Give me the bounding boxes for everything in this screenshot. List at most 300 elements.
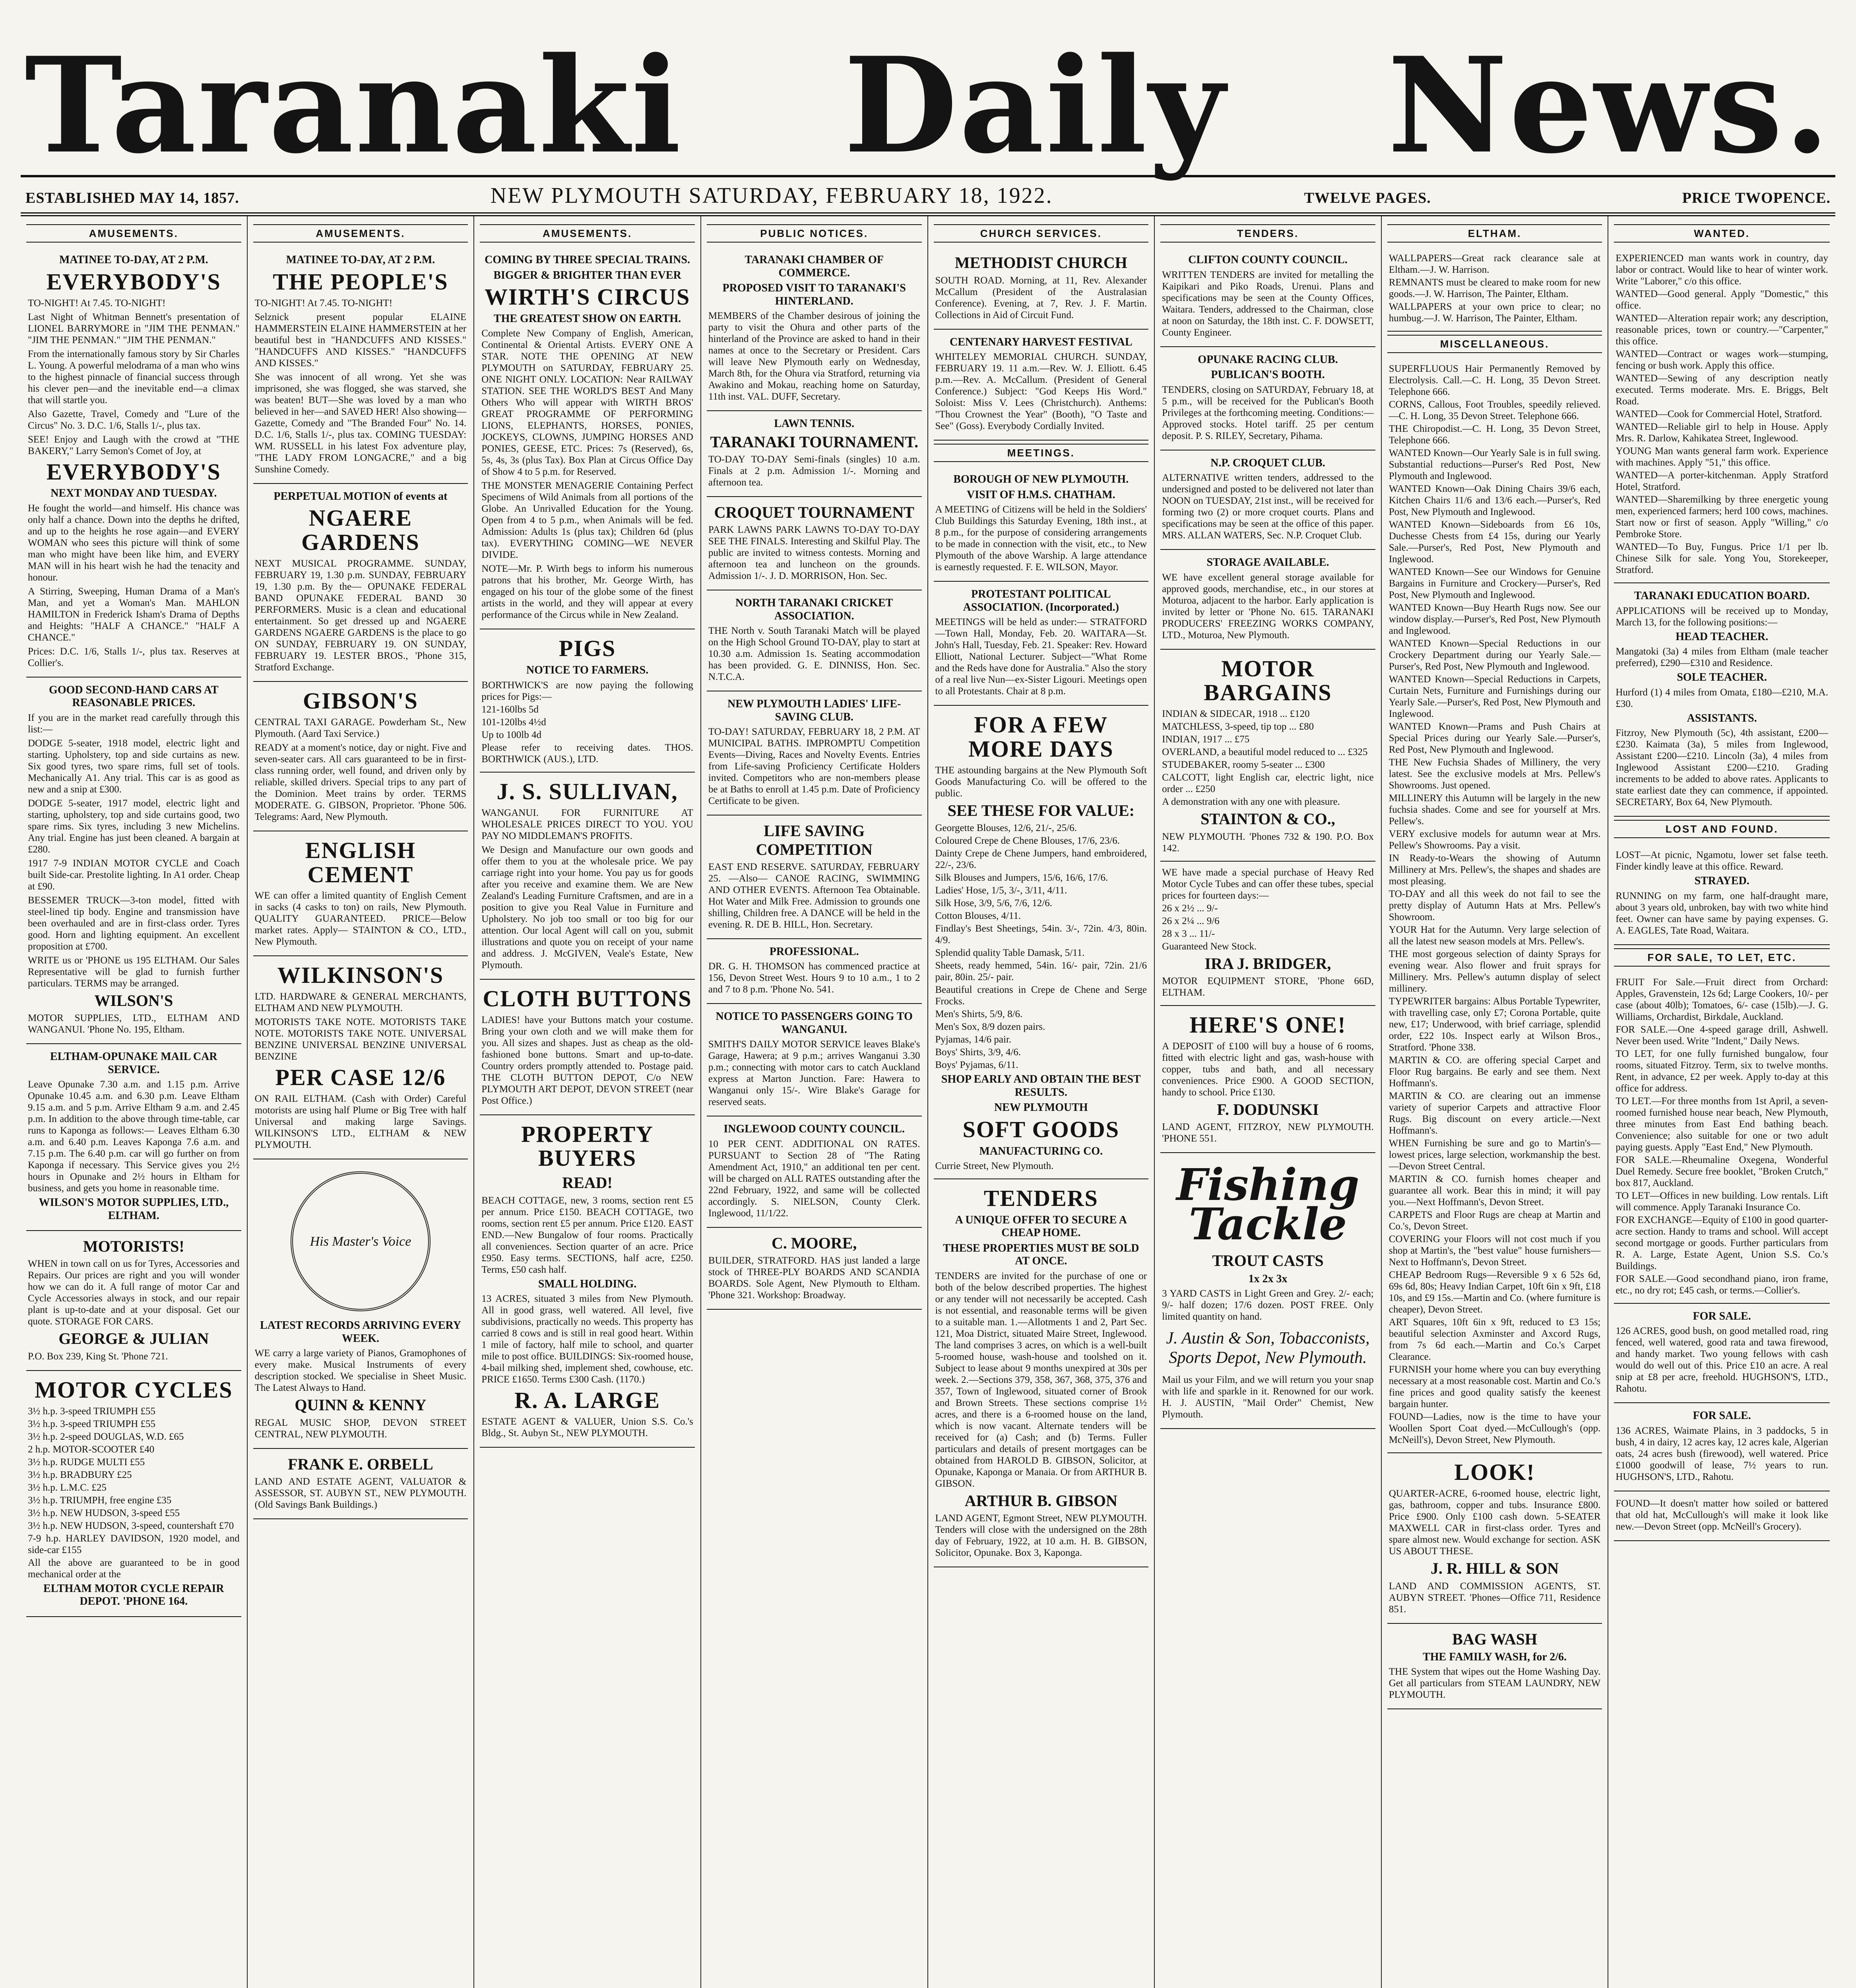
notice-body: WHITELEY MEMORIAL CHURCH. SUNDAY, FEBRUARY 19. 11 a.m.—Rev. W. J. Elliott. 6.45 p.m.—Rev. A. McCallum. (President of General Conference.) Subject: "God Keeps His Word." Soloist: Miss V. Lees (Christchurch). Anthems: "Thou Crownest the Year" (Booth), "O Taste and See" (Goss). Everybody Cordially Invited.: [935, 351, 1147, 432]
ad-heading: ELTHAM-OPUNAKE MAIL CAR SERVICE.: [50, 1050, 217, 1076]
croquet-tender: [1160, 450, 1375, 550]
notice-subheading: ASSISTANTS.: [1687, 712, 1757, 724]
notice-subheading: PUBLICAN'S BOOTH.: [1211, 369, 1325, 381]
list-item: Sheets, ready hemmed, 54in. 16/- pair, 72in. 21/6 pair, 80in. 25/- pair.: [935, 960, 1147, 983]
classified-item: WANTED—Good general. Apply "Domestic," this office.: [1616, 289, 1828, 311]
theatre-name: THE PEOPLE'S: [273, 268, 448, 295]
chatham-meeting-notice: [934, 467, 1149, 582]
classified-item: WANTED Known—See our Windows for Genuine Bargains in Furniture and Crockery—Purser's, Red Post, New Plymouth and Inglewood.: [1389, 567, 1601, 601]
list-item: 3½ h.p. 3-speed TRIUMPH £55: [28, 1418, 156, 1429]
advertiser-address: LAND AND COMMISSION AGENTS, ST. AUBYN STREET. 'Phones—Office 711, Residence 851.: [1389, 1580, 1601, 1615]
orbell-ad: [253, 1449, 468, 1519]
notice-heading: N.P. CROQUET CLUB.: [1210, 456, 1325, 469]
price-line: PER CASE 12/6: [275, 1064, 446, 1091]
classified-item: IN Ready-to-Wears the showing of Autumn Millinery at Mrs. Pellew's, the shapes and shades are most pleasing.: [1389, 853, 1601, 887]
column-4: [701, 216, 928, 1988]
ad-heading: BAG WASH: [1452, 1630, 1537, 1648]
mail-car-ad: [26, 1044, 241, 1231]
ad-body: Complete New Company of English, American, Continental & Oriental Artists. EVERY ONE A STAR. NOTE THE OPENING AT NEW PLYMOUTH on SATURDAY, FEBRUARY 25. ONE NIGHT ONLY. LOCATION: Near RAILWAY STATION. SEE THE WORLD'S BEST And Many Others Who will appear with WIRTH BROS' GREAT PROGRAMME OF PERFORMING LIONS, ELEPHANTS, HORSES, PONIES, JOCKEYS, CLOWNS, JUMPING HORSES AND PONIES, GEESE, ETC. Prices: 7s (Reserved), 6s, 5s, 4s, 3s (plus Tax). Box Plan at Circus Office Day of Show 4 to 5 p.m. for Reserved.: [481, 328, 693, 478]
motor-tubes-ad: [1160, 862, 1375, 1006]
list-item: INDIAN & SIDECAR, 1918 ... £120: [1162, 709, 1310, 720]
notice-body: A MEETING of Citizens will be held in the Soldiers' Club Buildings this Saturday Evening, 18th inst., at 8 p.m., for the purpose of considering arrangements to be made in connection with the visit, etc., to New Plymouth of the above Warship. A large attendance is earnestly requested. F. E. WILSON, Mayor.: [935, 504, 1147, 573]
gibsons-ad: [253, 682, 468, 831]
classified-item: EXPERIENCED man wants work in country, day labor or contract. Would like to hear of winter work. Write "Laborer," c/o this office.: [1616, 253, 1828, 287]
notice-heading: TARANAKI CHAMBER OF COMMERCE.: [745, 254, 884, 279]
advertiser-name: MANUFACTURING CO.: [979, 1145, 1103, 1157]
advertiser-name: F. DODUNSKI: [1217, 1100, 1319, 1118]
notice-heading: INGLEWOOD COUNTY COUNCIL.: [723, 1123, 905, 1136]
classified-item: CARPETS and Floor Rugs are cheap at Martin and Co.'s, Devon Street.: [1389, 1209, 1601, 1232]
passengers-notice: [707, 1004, 922, 1116]
advertiser-address: LAND AGENT, Egmont Street, NEW PLYMOUTH. Tenders will close with the undersigned on the 28th day of February, 1922, at 10 a.m. H. B. GIBSON, Solicitor, Opunake. Box 3, Kaponga.: [935, 1513, 1147, 1559]
ad-body: 3 YARD CASTS in Light Green and Grey. 2/- each; 9/- half dozen; 17/6 dozen. POST FREE. Only limited quantity on hand.: [1162, 1288, 1374, 1322]
ad-heading: MOTORISTS!: [83, 1237, 184, 1256]
masthead: [21, 16, 1835, 182]
list-item: 3½ h.p. TRIUMPH, free engine £35: [28, 1495, 172, 1506]
classified-item: TYPEWRITER bargains: Albus Portable Typewriter, with travelling case, only £7; Corona Portable, quite new, £17; Underwood, with brief carriage, splendid order, £22 10s. Inspect early at Wilson Bros., Stratford. 'Phone 338.: [1389, 996, 1601, 1053]
list-item: Up to 100lb 4d: [481, 729, 541, 740]
notice-heading: CROQUET TOURNAMENT: [714, 503, 914, 521]
ad-heading: HERE'S ONE!: [1189, 1012, 1346, 1038]
notice-subheading: SOLE TEACHER.: [1677, 671, 1767, 684]
notice-body: Fitzroy, New Plymouth (5c), 4th assistant, £200—£230. Kaimata (3a), 5 miles from Inglewood, Assistant £200—£210. Lincoln (3a), 4 miles from Inglewood Assistant £200—£210. Grading increments to be added to above rates. Applicants to state earliest date they can commence, if appointed. SECRETARY, Box 64, New Plymouth.: [1616, 728, 1828, 808]
classified-item: FOUND—Ladies, now is the time to have your Woollen Sport Coat dyed.—McCullough's (opp. McNeill's), Devon Street, New Plymouth.: [1389, 1411, 1601, 1446]
advertiser-address: ESTATE AGENT & VALUER, Union S.S. Co.'s Bldg., St. Aubyn St., NEW PLYMOUTH.: [481, 1416, 693, 1439]
ad-body: From the internationally famous story by Sir Charles L. Young. A powerful melodrama of a man who wins to the highest pinnacle of financial success through his clever pen—and the inevitable end—a climax that will startle you.: [28, 348, 240, 406]
ad-body: TENDERS are invited for the purchase of one or both of the below described properties. The highest or any tender will not necessarily be accepted. Cash is not essential, and reasonable terms will be given to a suitable man. 1.—Allotments 1 and 2, Part Sec. 121, Moa District, situated Maire Street, Inglewood. The land comprises 3 acres, on which is a well-built 5-roomed house, wash-house and toolshed on it. Subject to lease about 9 months unexpired at 30s per week. 2.—Sections 379, 358, 367, 368, 375, 376 and 357, Town of Inglewood, situated corner of Brook and Brown Streets. These sections comprise 1½ acres, and there is a 6-roomed house on the land, which is now vacant. Alternate tenders will be received for (a) Cash; and (b) Terms. Fuller particulars and details of present mortgages can be obtained from HAROLD B. GIBSON, Solicitor, at Opunake, Kaponga or Manaia. Or from ARTHUR B. GIBSON.: [935, 1270, 1147, 1489]
notice-heading: NOTICE TO PASSENGERS GOING TO WANGANUI.: [716, 1010, 913, 1036]
advertiser-name: J. S. SULLIVAN,: [496, 778, 678, 804]
ad-heading: WIRTH'S CIRCUS: [484, 284, 690, 310]
cast-sizes: 1x 2x 3x: [1248, 1272, 1288, 1285]
list-item: Dainty Crepe de Chene Jumpers, hand embroidered, 22/-, 23/6.: [935, 848, 1147, 871]
ad-heading: TENDERS: [983, 1185, 1098, 1211]
ad-heading: FOR A FEW MORE DAYS: [968, 712, 1114, 762]
next-line: NEXT MONDAY AND TUESDAY.: [50, 487, 217, 500]
classified-item: SUPERFLUOUS Hair Permanently Removed by Electrolysis. Call.—C. H. Long, 35 Devon Street. Telephone 666.: [1389, 363, 1601, 398]
pigs-ad: [480, 629, 695, 772]
bill-text: Last Night of Whitman Bennett's presentation of LIONEL BARRYMORE in "JIM THE PENMAN." "JIM THE PENMAN." "JIM THE PENMAN.": [28, 311, 240, 346]
advertiser-address: NEW PLYMOUTH. 'Phones 732 & 190. P.O. Box 142.: [1162, 831, 1374, 854]
notice-heading: PROTESTANT POLITICAL ASSOCIATION. (Incorporated.): [963, 588, 1119, 613]
classified-item: THE New Fuchsia Shades of Millinery, the very latest. See the exclusive models at Mrs. Pellew's Showrooms. Just opened.: [1389, 757, 1601, 791]
ad-heading: CLOTH BUTTONS: [483, 985, 692, 1011]
classified-item: REMNANTS must be cleared to make room for new goods.—J. W. Harrison, The Painter, Eltham.: [1389, 277, 1601, 300]
classified-item: ART Squares, 10ft 6in x 9ft, reduced to £3 15s; beautiful selection Axminster and Axcord Rugs, from 7s 6d each.—Martin and Co.'s Carpet Clearance.: [1389, 1317, 1601, 1363]
heres-one-ad: [1160, 1006, 1375, 1153]
classified-item: FOUND—It doesn't matter how soiled or battered that old hat, McCullough's will make it look like new.—Devon Street (opp. McNeill's Grocery).: [1616, 1498, 1828, 1532]
notice-body: WE have excellent general storage available for approved goods, merchandise, etc., in our stores at Moturoa, adjacent to the harbor. Early application is invited by letter or 'Phone No. 615. TARANAKI PRODUCERS' FREEZING WORKS COMPANY, LTD., Moturoa, New Plymouth.: [1162, 572, 1374, 641]
signature: J. Austin & Son, Tobacconists, Sports Depot, New Plymouth.: [1166, 1329, 1370, 1367]
list-item: 3½ h.p. BRADBURY £25: [28, 1469, 132, 1480]
list-item: 3½ h.p. L.M.C. £25: [28, 1482, 107, 1493]
methodist-notice: [934, 247, 1149, 329]
advertiser-name: J. R. HILL & SON: [1430, 1559, 1559, 1578]
fishing-tackle-ad: [1160, 1153, 1375, 1429]
classified-item: FOR EXCHANGE—Equity of £100 in good quarter-acre section. Handy to trams and school. Will accept second mortgage or goods. Further particulars from R. A. Large, Estate Agent, Union S.S. Co.'s Buildings.: [1616, 1214, 1828, 1272]
title-line: Fishing: [1176, 1159, 1360, 1211]
ad-body: He fought the world—and himself. His chance was only half a chance. Down into the depths he drifted, and up to the heights he rose again—and EVERY WOMAN who sees this picture will think of some man who might have been like him, and EVERY MAN will in his heart wish he had the tenacity and honour.: [28, 503, 240, 583]
ad-heading: PIGS: [559, 635, 616, 662]
notice-body: SOUTH ROAD. Morning, at 11, Rev. Alexander McCallum (President of the Australasian Conference). Evening, at 7, Rev. J. F. Martin. Collections in Aid of Circuit Fund.: [935, 275, 1147, 320]
list-item: Findlay's Best Sheetings, 54in. 3/-, 72in. 4/3, 80in. 4/9.: [935, 923, 1147, 946]
section-heading: MISCELLANEOUS.: [1387, 335, 1602, 353]
list-item: Splendid quality Table Damask, 5/11.: [935, 947, 1085, 959]
masthead-word-3: News.: [1387, 28, 1831, 182]
list-item: INDIAN, 1917 ... £75: [1162, 734, 1250, 745]
classified-item: RUNNING on my farm, one half-draught mare, about 3 years old, unbroken, bay with two white hind feet. Owner can have same by paying expenses. G. A. EAGLES, Tate Road, Waitara.: [1616, 890, 1828, 936]
tenders-ad: [934, 1179, 1149, 1567]
for-sale-classifieds: [1614, 971, 1830, 1304]
list-item: OVERLAND, a beautiful model reduced to ... £325: [1162, 747, 1368, 758]
notice-body: MEMBERS of the Chamber desirous of joining the party to visit the Ohura and other parts of the hinterland of the Province are asked to hand in their names at once to the Secretary or President. Cars will leave New Plymouth early on Wednesday, March 8th, for the Ohura via Stratford, returning via Awakino and Mokau, reaching home on Saturday, 11th inst. VAL. DUFF, Secretary.: [708, 311, 920, 402]
dateline-text: NEW PLYMOUTH SATURDAY, FEBRUARY 18, 1922.: [490, 183, 1053, 208]
ngaere-gardens-ad: [253, 484, 468, 682]
notice-body: Mangatoki (3a) 4 miles from Eltham (male teacher preferred), £290—£310 and Residence.: [1616, 646, 1828, 669]
peoples-theatre-ad: [253, 247, 468, 483]
everybodys-ad: [26, 247, 241, 678]
wilkinsons-ad: [253, 956, 468, 1159]
ad-body: WE can offer a limited quantity of English Cement in sacks (4 casks to ton) on rails, New Plymouth. QUALITY GUARANTEED. PRICE—Below market rates. Apply— STAINTON & CO., LTD., New Plymouth.: [254, 890, 467, 947]
notice-subheading: HEAD TEACHER.: [1676, 630, 1769, 643]
notice-heading: CENTENARY HARVEST FESTIVAL: [949, 336, 1133, 348]
notice-body: SMITH'S DAILY MOTOR SERVICE leaves Blake's Garage, Hawera; at 9 p.m.; arrives Wanganui 3.30 p.m.; connecting with motor cars to catch Auckland express at Marton Junction. Fare: Hawera to Wanganui only 15/-. Wire Blake's Garage for reserved seats.: [708, 1039, 920, 1108]
classified-item: WANTED—A porter-kitchenman. Apply Stratford Hotel, Stratford.: [1616, 470, 1828, 493]
classified-item: THE Chiropodist.—C. H. Long, 35 Devon Street, Telephone 666.: [1389, 423, 1601, 446]
masthead-word-1: Taranaki: [25, 28, 683, 182]
ad-subheading: SEE THESE FOR VALUE:: [947, 801, 1135, 819]
notice-heading: LAWN TENNIS.: [774, 417, 855, 430]
notice-heading: LIFE SAVING COMPETITION: [756, 822, 873, 858]
harvest-festival-notice: [934, 330, 1149, 441]
classified-item: WANTED Known—Sideboards from £6 10s, Duchesse Chests from £4 15s, during our Yearly Sale.—Purser's, Red Post, New Plymouth and Inglewood.: [1389, 519, 1601, 565]
advertiser-name: ELTHAM MOTOR CYCLE REPAIR DEPOT. 'PHONE 164.: [43, 1582, 224, 1608]
notice-body: TO-DAY TO-DAY Semi-finals (singles) 10 a.m. Finals at 2 p.m. Admission 1/-. Morning and afternoon tea.: [708, 454, 920, 488]
classified-item: TO LET.—For three months from 1st April, a seven-roomed furnished house near beach, New Plymouth, three minutes from East End bathing beach. Convenience; also suitable for one or two adult paying guests. Apply "East End," New Plymouth.: [1616, 1095, 1828, 1153]
notice-body: TO-DAY! SATURDAY, FEBRUARY 18, 2 P.M. AT MUNICIPAL BATHS. IMPROMPTU Competition Events—Diving, Races and Novelty Events. Entries from Life-saving Proficiency Certificate Holders invited. Competitors who are non-members please be at Baths to enroll at 1.45 p.m. Date of Proficiency Certificate to be given.: [708, 726, 920, 807]
notice-heading: CLIFTON COUNTY COUNCIL.: [1188, 254, 1348, 266]
advertiser-address: P.O. Box 239, King St. 'Phone 721.: [28, 1351, 168, 1362]
advertiser-address: Currie Street, New Plymouth.: [935, 1160, 1054, 1171]
column-8: [1608, 216, 1835, 1988]
classified-item: WANTED—Reliable girl to help in House. Apply Mrs. R. Darlow, Kahikatea Street, Inglewood.: [1616, 421, 1828, 444]
motor-bargains-ad: [1160, 650, 1375, 862]
ad-body: 136 ACRES, Waimate Plains, in 3 paddocks, 5 in bush, 4 in dairy, 12 acres kay, 12 acres kale, Algerian oats, 24 acres bush (firewood), well watered. Price £1000 goodwill of lease, 7½ years to run. HUGHSON'S, LTD., Rahotu.: [1616, 1425, 1828, 1482]
ad-body: READY at a moment's notice, day or night. Five and seven-seater cars. All cars guaranteed to be in first-class running order, well found, and driven only by reliable, skilled drivers. Special trips to any part of the Dominion. Meet trains by order. TERMS MODERATE. G. GIBSON, Proprietor. 'Phone 506. Telegrams: Aard, New Plymouth.: [254, 742, 467, 822]
advertiser-address: CENTRAL TAXI GARAGE. Powderham St., New Plymouth. (Aard Taxi Service.): [254, 716, 467, 739]
notice-subheading: STRAYED.: [1694, 875, 1749, 887]
bag-wash-ad: [1387, 1624, 1602, 1710]
classified-item: FRUIT For Sale.—Fruit direct from Orchard: Apples, Gravenstein, 12s 6d; Large Cookers, 10/- per case (about 40lb); Tomatoes, 6/- case (15lb).—J. G. Williams, Orchardist, Birkdale, Auckland.: [1616, 977, 1828, 1022]
classified-item: FOR SALE.—One 4-speed garage drill, Ashwell. Never been used. Write "Indent," Daily News.: [1616, 1024, 1828, 1046]
ad-heading: MOTOR BARGAINS: [1204, 655, 1332, 706]
established-text: ESTABLISHED MAY 14, 1857.: [25, 190, 239, 206]
section-heading: ELTHAM.: [1387, 224, 1602, 243]
car-item: BESSEMER TRUCK—3-ton model, fitted with steel-lined tip body. Engine and transmission have been overhauled and are in first-class order. Tyres good. Horn and lighting equipment. An excellent proposition at £700.: [28, 895, 240, 952]
pages-text: TWELVE PAGES.: [1304, 190, 1431, 206]
car-item: DODGE 5-seater, 1918 model, electric light and starting. Upholstery, top and side curtains as new. Six good tyres, two spare rims, full set of tools. Mechanically A1. Any trial. This car is as good as new and a snip at £300.: [28, 738, 240, 795]
fishing-tackle-title: [1162, 1159, 1374, 1250]
advertiser-name: QUINN & KENNY: [295, 1396, 427, 1414]
list-item: CALCOTT, light English car, electric light, nice order ... £250: [1162, 772, 1374, 795]
notice-body: EAST END RESERVE. SATURDAY, FEBRUARY 25. —Also— CANOE RACING, SWIMMING AND OTHER EVENTS. Afternoon Tea Obtainable. Hot Water and Milk Free. Admission to grounds one shilling, Children free. A DANCE will be held in the evening. R. DE B. HILL, Hon. Secretary.: [708, 861, 920, 930]
theatre-name: EVERYBODY'S: [46, 268, 221, 295]
notice-body: THE North v. South Taranaki Match will be played on the High School Ground TO-DAY, play to start at 10.30 a.m. Admission 1s. Seating accommodation has been provided. G. E. DINNISS, Hon. Sec. N.T.C.A.: [708, 625, 920, 683]
column-1: [21, 216, 248, 1988]
life-saving-notice: [707, 691, 922, 815]
clifton-tender: [1160, 247, 1375, 347]
notice-heading: PROFESSIONAL.: [769, 945, 859, 958]
theatre-name: EVERYBODY'S: [46, 458, 221, 485]
list-item: 7-9 h.p. HARLEY DAVIDSON, 1920 model, and side-car £155: [28, 1533, 240, 1555]
advertiser-name: SOFT GOODS: [962, 1116, 1120, 1142]
ad-subheading: SHOP EARLY AND OBTAIN THE BEST RESULTS.: [941, 1073, 1141, 1099]
notice-body: PARK LAWNS PARK LAWNS TO-DAY TO-DAY SEE THE FINALS. Interesting and Skilful Play. The public are invited to witness contests. Morning and afternoon tea and luncheon on the grounds. Admission 1/-. J. D. MORRISON, Hon. Sec.: [708, 524, 920, 582]
section-heading: LOST AND FOUND.: [1614, 820, 1830, 838]
ad-body: WHEN in town call on us for Tyres, Accessories and Repairs. Our prices are right and you will wonder how we can do it. A full range of motor Car and Cycle Accessories always in stock, and our repair plant is up-to-date and at your disposal. Get our quote. STORAGE FOR CARS.: [28, 1258, 240, 1327]
classified-item: MILLINERY this Autumn will be largely in the new fuchsia shades. Come and see for yourself at Mrs. Pellew's.: [1389, 793, 1601, 827]
cloth-buttons-ad: [480, 980, 695, 1115]
tonight-line: TO-NIGHT! At 7.45. TO-NIGHT!: [254, 297, 393, 309]
notice-body: APPLICATIONS will be received up to Monday, March 13, for the following positions:—: [1616, 605, 1828, 628]
notice-subheading: VISIT OF H.M.S. CHATHAM.: [967, 488, 1115, 501]
ad-body: A Stirring, Sweeping, Human Drama of a Man's Man, and yet a Woman's Man. MAHLON HAMILTON in Frederick Isham's Drama of Depths and Heights: "HALF A CHANCE." "HALF A CHANCE.": [28, 586, 240, 643]
classified-item: WANTED Known—Buy Hearth Rugs now. See our window display.—Purser's, Red Post, New Plymouth and Inglewood.: [1389, 602, 1601, 637]
notice-subheading: TARANAKI TOURNAMENT.: [710, 433, 919, 451]
list-item: Men's Sox, 8/9 dozen pairs.: [935, 1021, 1045, 1033]
ad-body: THE astounding bargains at the New Plymouth Soft Goods Manufacturing Co. will be offered to the public.: [935, 765, 1147, 799]
council-notice: [707, 1116, 922, 1227]
ad-subheading: COMING BY THREE SPECIAL TRAINS.: [485, 254, 690, 266]
protestant-association-notice: [934, 582, 1149, 706]
croquet-notice: [707, 497, 922, 590]
ad-body: Guaranteed New Stock.: [1162, 941, 1257, 952]
ad-body: NOTE—Mr. P. Wirth begs to inform his numerous patrons that his brother, Mr. George Wirth, has engaged on his tour of the globe some of the finest artists in the world, and they will appear at every performance of the Circus while in New Zealand.: [481, 563, 693, 621]
ad-body: Mail us your Film, and we will return you your snap with life and sparkle in it. Renowned for our work. H. J. AUSTIN, "Mail Order" Chemist, New Plymouth.: [1162, 1374, 1374, 1420]
price-text: PRICE TWOPENCE.: [1682, 190, 1831, 206]
classified-item: FOR SALE.—Rheumaline Oxegena, Wonderful Duel Remedy. Secure free booklet, "Broken Crutch," box 817, Auckland.: [1616, 1154, 1828, 1188]
circus-ad: [480, 247, 695, 629]
chamber-notice: [707, 247, 922, 411]
classified-item: FURNISH your home where you can buy everything necessary at a most reasonable cost. Martin and Co.'s fine prices and good quality satisfy the keenest bargain hunter.: [1389, 1364, 1601, 1410]
ad-body: Leave Opunake 7.30 a.m. and 1.15 p.m. Arrive Opunake 10.45 a.m. and 6.30 p.m. Leave Eltham 9.15 a.m. and 5 p.m. Arrive Eltham 9 a.m. and 2.45 p.m. In addition to the above through time-table, car runs to Kaponga as follows:— Leaves Eltham 6.30 a.m. and 6.40 p.m. Leaves Kaponga 7.6 a.m. and 7.15 p.m. The 6.40 p.m. car will go further on from Kaponga if necessary. This Service gives you 2½ hours in Opunake and 2½ hours in Eltham for business, and gets you home in reasonable time.: [28, 1079, 240, 1194]
classified-item: WANTED Known—Our Yearly Sale is in full swing. Substantial reductions—Purser's Red Post, New Plymouth and Inglewood.: [1389, 448, 1601, 482]
list-item: Boys' Shirts, 3/9, 4/6.: [935, 1047, 1021, 1058]
storage-ad: [1160, 550, 1375, 649]
classified-item: WANTED—Cook for Commercial Hotel, Stratford.: [1616, 409, 1822, 420]
education-board-notice: [1614, 583, 1830, 817]
classified-item: WANTED—Sharemilking by three energetic young men, experienced farmers; herd 100 cows, machines. Start now or first of season. Apply "Willing," c/o Pembroke Store.: [1616, 494, 1828, 540]
notice-heading: NEW PLYMOUTH LADIES' LIFE-SAVING CLUB.: [727, 698, 901, 723]
moore-ad: [707, 1228, 922, 1310]
section-heading: AMUSEMENTS.: [253, 224, 468, 243]
racing-club-tender: [1160, 347, 1375, 450]
column-6: [1155, 216, 1382, 1988]
notice-body: DR. G. H. THOMSON has commenced practice at 156, Devon Street West. Hours 9 to 10 a.m., 1 to 2 and 7 to 8 p.m. 'Phone No. 541.: [708, 961, 920, 995]
notice-heading: OPUNAKE RACING CLUB.: [1198, 353, 1338, 366]
ad-subheading: SMALL HOLDING.: [538, 1277, 637, 1290]
notice-heading: METHODIST CHURCH: [954, 254, 1127, 272]
ad-body: WRITE us or 'PHONE us 195 ELTHAM. Our Sales Representative will be glad to furnish further particulars. TERMS may be arranged.: [28, 955, 240, 989]
soft-goods-ad: [934, 706, 1149, 1179]
cricket-notice: [707, 590, 922, 691]
classified-item: WALLPAPERS at your own price to clear; no humbug.—J. W. Harrison, The Painter, Eltham.: [1389, 301, 1601, 324]
list-item: 2 h.p. MOTOR-SCOOTER £40: [28, 1444, 155, 1455]
ad-heading: PROPERTY BUYERS: [521, 1121, 654, 1171]
classified-item: WANTED Known—Oak Dining Chairs 39/6 each, Kitchen Chairs 11/6 and 13/6 each.—Purser's, Red Post, New Plymouth and Inglewood.: [1389, 483, 1601, 518]
list-item: 3½ h.p. 2-speed DOUGLAS, W.D. £65: [28, 1431, 184, 1442]
list-item: 26 x 2¼ ... 9/6: [1162, 915, 1220, 926]
hill-and-son-ad: [1387, 1453, 1602, 1623]
notice-heading: FOR SALE.: [1693, 1310, 1751, 1322]
list-item: 3½ h.p. 3-speed TRIUMPH £55: [28, 1406, 156, 1417]
section-heading: PUBLIC NOTICES.: [707, 224, 922, 243]
section-heading: AMUSEMENTS.: [480, 224, 695, 243]
advertiser-name: WILSON'S: [94, 991, 173, 1010]
section-heading: WANTED.: [1614, 224, 1830, 243]
list-item: Ladies' Hose, 1/5, 3/-, 3/11, 4/11.: [935, 885, 1067, 896]
classified-item: WHEN Furnishing be sure and go to Martin's—lowest prices, large selection, workmanship the best.—Devon Street Central.: [1389, 1138, 1601, 1172]
wanted-classifieds: [1614, 247, 1830, 583]
notice-body: TENDERS, closing on SATURDAY, February 18, at 5 p.m., will be received for the Publican's Booth Privileges at the forthcoming meeting. Conditions:— Approved stocks. Hotel tariff. 25 per centum deposit. P. S. RILEY, Secretary, Pihama.: [1162, 384, 1374, 441]
notice-heading: NORTH TARANAKI CRICKET ASSOCIATION.: [735, 597, 893, 622]
list-item: Cotton Blouses, 4/11.: [935, 911, 1021, 922]
ad-body: LADIES! have your Buttons match your costume. Bring your own cloth and we will make them for you. All sizes and shapes. Just as cheap as the old-fashioned bone buttons. Smart and up-to-date. Country orders promptly attended to. Postage paid. THE CLOTH BUTTON DEPOT, C/o NEW PLYMOUTH ART DEPOT, DEVON STREET (near Post Office.): [481, 1014, 693, 1106]
lost-item: [1614, 843, 1830, 945]
ad-body: SEE! Enjoy and Laugh with the crowd at "THE BAKERY," Larry Semon's Comet of Joy, at: [28, 434, 240, 456]
ad-subheading: WANGANUI. FOR FURNITURE AT WHOLESALE PRICES DIRECT TO YOU. YOU PAY NO MIDDLEMAN'S PROFITS.: [481, 807, 693, 841]
ad-subheading: READ!: [562, 1174, 613, 1192]
ad-heading: LATEST RECORDS ARRIVING EVERY WEEK.: [260, 1319, 461, 1345]
ad-subheading: PERPETUAL MOTION of events at: [273, 490, 448, 503]
classified-item: CORNS, Callous, Foot Troubles, speedily relieved.—C. H. Long, 35 Devon Street. Telephone 666.: [1389, 399, 1601, 422]
advertiser-address: MOTOR SUPPLIES, LTD., ELTHAM AND WANGANUI. 'Phone No. 195, Eltham.: [28, 1013, 240, 1035]
ad-heading: NGAERE GARDENS: [301, 505, 420, 555]
classified-item: WANTED Known—Special Reductions in Carpets, Curtain Nets, Furniture and Furnishings during our Yearly Sale.—Purser's, Red Post, New Plymouth and Inglewood.: [1389, 674, 1601, 720]
car-item: 1917 7-9 INDIAN MOTOR CYCLE and Coach built Side-car. Prestolite lighting. In A1 order. Cheap at £90.: [28, 858, 240, 892]
notice-body: Hurford (1) 4 miles from Omata, £180—£210, M.A. £30.: [1616, 687, 1828, 709]
column-2: [248, 216, 475, 1988]
classified-item: WANTED—Contract or wages work—stumping, fencing or bush work. Apply this office.: [1616, 349, 1828, 371]
column-3: [474, 216, 701, 1988]
list-item: 28 x 3 ... 11/-: [1162, 928, 1215, 939]
farm-sale-ad-2: [1614, 1403, 1830, 1491]
list-item: MATCHLESS, 3-speed, tip top ... £80: [1162, 721, 1314, 732]
ad-body: BUILDER, STRATFORD. HAS just landed a large stock of THREE-PLY BOARDS AND SCANDIA BOARDS. Sole Agent, New Plymouth to Eltham. 'Phone 321. Workshop: Broadway.: [708, 1255, 920, 1301]
classified-item: WANTED—Alteration repair work; any description, reasonable prices, town or country.—"Carpenter," this office.: [1616, 313, 1828, 347]
ad-body: 13 ACRES, situated 3 miles from New Plymouth. All in good grass, well watered. All level, five subdivisions, practically no weeds. This property has carried 8 cows and is still in real good heart. Within 1 mile of factory, half mile to school, and quarter mile to post office. BUILDINGS: Six-roomed house, 4-bail milking shed, implement shed, cowhouse, etc. PRICE £1650. Terms £300 Cash. (1170.): [481, 1293, 693, 1385]
ad-body: THE MONSTER MENAGERIE Containing Perfect Specimens of Wild Animals from all portions of the Globe. An Unrivalled Education for the Young. Open from 4 to 5 p.m., when Animals will be fed. Admission: Adults 1s (plus tax); Children 6d (plus tax). EVERYTHING COMING—WE NEVER DIVIDE.: [481, 480, 693, 561]
ad-subheading: THESE PROPERTIES MUST BE SOLD AT ONCE.: [943, 1242, 1139, 1268]
ad-body: BEACH COTTAGE, new, 3 rooms, section rent £5 per annum. Price £150. BEACH COTTAGE, two rooms, section rent £5 per annum. Price £120. EAST END.—New Bungalow of four rooms. Practically all conveniences. Section quarter of an acre. Price £950. Easy terms. SECTIONS, half acre, £250. Terms, £50 cash half.: [481, 1195, 693, 1275]
ad-body: WE have made a special purchase of Heavy Red Motor Cycle Tubes and can offer these tubes, special prices for fourteen days:—: [1162, 867, 1374, 901]
classified-item: WANTED Known—Special Reductions in our Crockery Department during our Yearly Sale.—Purser's, Red Post, New Plymouth and Inglewood.: [1389, 638, 1601, 672]
list-item: Silk Blouses and Jumpers, 15/6, 16/6, 17/6.: [935, 872, 1108, 883]
notice-heading: TARANAKI EDUCATION BOARD.: [1634, 590, 1810, 602]
classified-item: WANTED—To Buy, Fungus. Price 1/1 per lb. Chinese Silk for sale. Yong You, Storekeeper, Stratford.: [1616, 542, 1828, 576]
list-item: Georgette Blouses, 12/6, 21/-, 25/6.: [935, 823, 1077, 834]
list-item: Boys' Pyjamas, 6/11.: [935, 1060, 1018, 1071]
advertiser-address: LAND AND ESTATE AGENT, VALUATOR & ASSESSOR, ST. AUBYN ST., NEW PLYMOUTH. (Old Savings Bank Buildings.): [254, 1476, 467, 1510]
cement-ad: [253, 831, 468, 957]
cars-ad: [26, 678, 241, 1044]
list-item: Men's Shirts, 5/9, 8/6.: [935, 1009, 1023, 1020]
list-item: 3½ h.p. NEW HUDSON, 3-speed, countershaft £70: [28, 1520, 234, 1531]
classified-item: MARTIN & CO. are clearing out an immense variety of superior Carpets and attractive Floor Rugs. Big discount on every article.—Next Hoffmann's.: [1389, 1091, 1601, 1136]
masthead-word-2: Daily: [844, 28, 1227, 182]
list-item: Coloured Crepe de Chene Blouses, 17/6, 23/6.: [935, 835, 1120, 846]
classified-item: TO LET, for one fully furnished bungalow, four rooms, situated Fitzroy. Term, six to twelve months. Rent, in advance, £2 per week. Apply to-day at this office for address.: [1616, 1048, 1828, 1094]
sullivan-ad: [480, 773, 695, 980]
classified-item: WANTED Known—Prams and Push Chairs at Special Prices during our Yearly Sale.—Purser's, Red Post, New Plymouth and Inglewood.: [1389, 721, 1601, 755]
bill-text: Selznick present popular ELAINE HAMMERSTEIN ELAINE HAMMERSTEIN at her beautiful best in "HANDCUFFS AND KISSES." "HANDCUFFS AND KISSES." "HANDCUFFS AND KISSES.": [254, 311, 467, 369]
section-heading: AMUSEMENTS.: [26, 224, 241, 243]
classified-item: FOR SALE.—Good secondhand piano, iron frame, etc., no dry rot; £45 cash, or terms.—Collier's.: [1616, 1273, 1828, 1296]
list-item: 3½ h.p. NEW HUDSON, 3-speed £55: [28, 1507, 180, 1518]
list-item: 26 x 2½ ... 9/-: [1162, 903, 1218, 914]
advertiser-name: GEORGE & JULIAN: [58, 1330, 209, 1348]
section-heading: FOR SALE, TO LET, ETC.: [1614, 948, 1830, 967]
life-saving-competition-notice: [707, 815, 922, 939]
advertiser-name: STAINTON & CO.,: [1200, 810, 1335, 828]
classified-item: THE most gorgeous selection of dainty Sprays for evening wear. Also flower and fruit sprays for Millinery. Mrs. Pellew's autumn display of select millinery.: [1389, 949, 1601, 994]
professional-notice: [707, 939, 922, 1004]
classified-item: MARTIN & CO. are offering special Carpet and Floor Rug bargains. Be early and see them. Next Hoffmann's.: [1389, 1055, 1601, 1089]
music-shop-ad: [253, 1159, 468, 1448]
ad-body: NEXT MUSICAL PROGRAMME. SUNDAY, FEBRUARY 19, 1.30 p.m. SUNDAY, FEBRUARY 19, 1.30 p.m. By the— OPUNAKE FEDERAL BAND OPUNAKE FEDERAL BAND 30 PERFORMERS. Music is a clean and educational entertainment. So get dressed up and NGAERE GARDENS NGAERE GARDENS is the place to go ON SUNDAY, FEBRUARY 19. ON SUNDAY, FEBRUARY 19. LESTER BROS., 'Phone 315, Stratford Exchange.: [254, 558, 467, 673]
classified-item: WALLPAPERS—Great rack clearance sale at Eltham.—J. W. Harrison.: [1389, 253, 1601, 276]
list-item: Silk Hose, 3/9, 5/6, 7/6, 12/6.: [935, 898, 1052, 909]
list-item: 101-120lbs 4½d: [481, 716, 546, 728]
notice-heading: FOR SALE.: [1693, 1409, 1751, 1422]
ad-subheading: BIGGER & BRIGHTER THAN EVER: [493, 269, 681, 282]
ad-body: She was innocent of all wrong. Yet she was imprisoned, she was flogged, she was starved, she was beaten! BUT—She was loved by a man who believed in her—and SAVED HER! Also showing—Gazette, Comedy and "The Branded Four" No. 14. D.C. 1/6, Stalls 1/-, plus tax. COMING TUESDAY: WM. RUSSELL in his latest Fox adventure play, "THE LADY FROM LONGACRE," and a big Sunshine Comedy.: [254, 371, 467, 475]
column-5: [928, 216, 1155, 1988]
columns: [21, 216, 1835, 1988]
advertiser-name: C. MOORE,: [771, 1234, 857, 1252]
ad-body: We Design and Manufacture our own goods and offer them to you at the wholesale price. We pay carriage right into your home. You pay us for goods after you receive and examine them. We are New Zealand's Leading Furniture Craftsmen, and are in a position to give you Real Value in Furniture and Upholstery. No job too small or too big for our attention. Our local Agent will call on you, submit illustrations and quote you on receipt of your name and address. J. McGIVEN, Veale's Estate, New Plymouth.: [481, 844, 693, 971]
advertiser-name: FRANK E. ORBELL: [288, 1455, 433, 1473]
ad-body: If you are in the market read carefully through this list:—: [28, 712, 240, 735]
classified-item: COVERING your Floors will not cost much if you shop at Martin's, the "best value" house furnishers—Next to Hoffmann's, Devon Street.: [1389, 1234, 1601, 1268]
ad-body: ON RAIL ELTHAM. (Cash with Order) Careful motorists are using half Plume or Big Tree with half Universal and making large Savings. WILKINSON'S LTD., ELTHAM & NEW PLYMOUTH.: [254, 1093, 467, 1151]
ad-body: THE System that wipes out the Home Washing Day. Get all particulars from STEAM LAUNDRY, NEW PLYMOUTH.: [1389, 1666, 1601, 1701]
his-masters-voice-logo: [291, 1171, 431, 1311]
ad-subheading: A UNIQUE OFFER TO SECURE A CHEAP HOME.: [955, 1213, 1127, 1239]
list-item: STUDEBAKER, roomy 5-seater ... £300: [1162, 759, 1325, 771]
tennis-notice: [707, 411, 922, 497]
ad-body: All the above are guaranteed to be in good mechanical order at the: [28, 1557, 240, 1580]
ad-subheading: THE FAMILY WASH, for 2/6.: [1423, 1650, 1567, 1663]
classified-item: YOUNG Man wants general farm work. Experience with machines. Apply "51," this office.: [1616, 446, 1828, 468]
masthead-title: [21, 16, 1835, 182]
motor-cycles-ad: [26, 1371, 241, 1617]
ad-body: 126 ACRES, good bush, on good metalled road, ring fenced, well watered, good rata and tawa firewood, and handy market. Two young fellows with cash would do well out of this. Price £10 an acre. A real snip at £8 per acre, freehold. HUGHSON'S, LTD., Rahotu.: [1616, 1326, 1828, 1394]
section-heading: TENDERS.: [1160, 224, 1375, 243]
advertiser-name: IRA J. BRIDGER,: [1204, 954, 1331, 973]
notice-body: WRITTEN TENDERS are invited for metalling the Kaipikari and Piko Roads, Urenui. Plans and specifications may be seen at the County Offices, Waitara. Tenders, addressed to the Chairman, close at noon on Saturday, the 18th inst. C. F. DOWSETT, County Engineer.: [1162, 269, 1374, 338]
advertiser-name: NEW PLYMOUTH: [994, 1101, 1088, 1114]
ad-body: QUARTER-ACRE, 6-roomed house, electric light, gas, bathroom, copper and tubs. Insurance £800. Price £900. Only £100 cash down. 5-SEATER MAXWELL CAR in first-class order. Tyres and spare almost new. Would exchange for section. ASK US ABOUT THESE.: [1389, 1488, 1601, 1557]
ad-heading: TROUT CASTS: [1212, 1252, 1324, 1270]
ad-heading: LOOK!: [1454, 1459, 1535, 1485]
list-item: 121-160lbs 5d: [481, 704, 539, 715]
classified-item: WANTED—Sewing of any description neatly executed. Terms moderate. Mrs. E. Briggs, Belt Road.: [1616, 373, 1828, 407]
notice-heading: BOROUGH OF NEW PLYMOUTH.: [953, 473, 1129, 486]
notice-body: ALTERNATIVE written tenders, addressed to the undersigned and posted to be delivered not later than NOON on TUESDAY, 21st inst., will be received for forming two (2) or more croquet courts. Plans and specifications may be seen at the office of this paper. MRS. ALLAN WATERS, Sec. N.P. Croquet Club.: [1162, 472, 1374, 541]
classified-item: YOUR Hat for the Autumn. Very large selection of all the latest new season models at Mrs. Pellew's.: [1389, 924, 1601, 947]
ad-body: BORTHWICK'S are now paying the following prices for Pigs:—: [481, 679, 693, 702]
